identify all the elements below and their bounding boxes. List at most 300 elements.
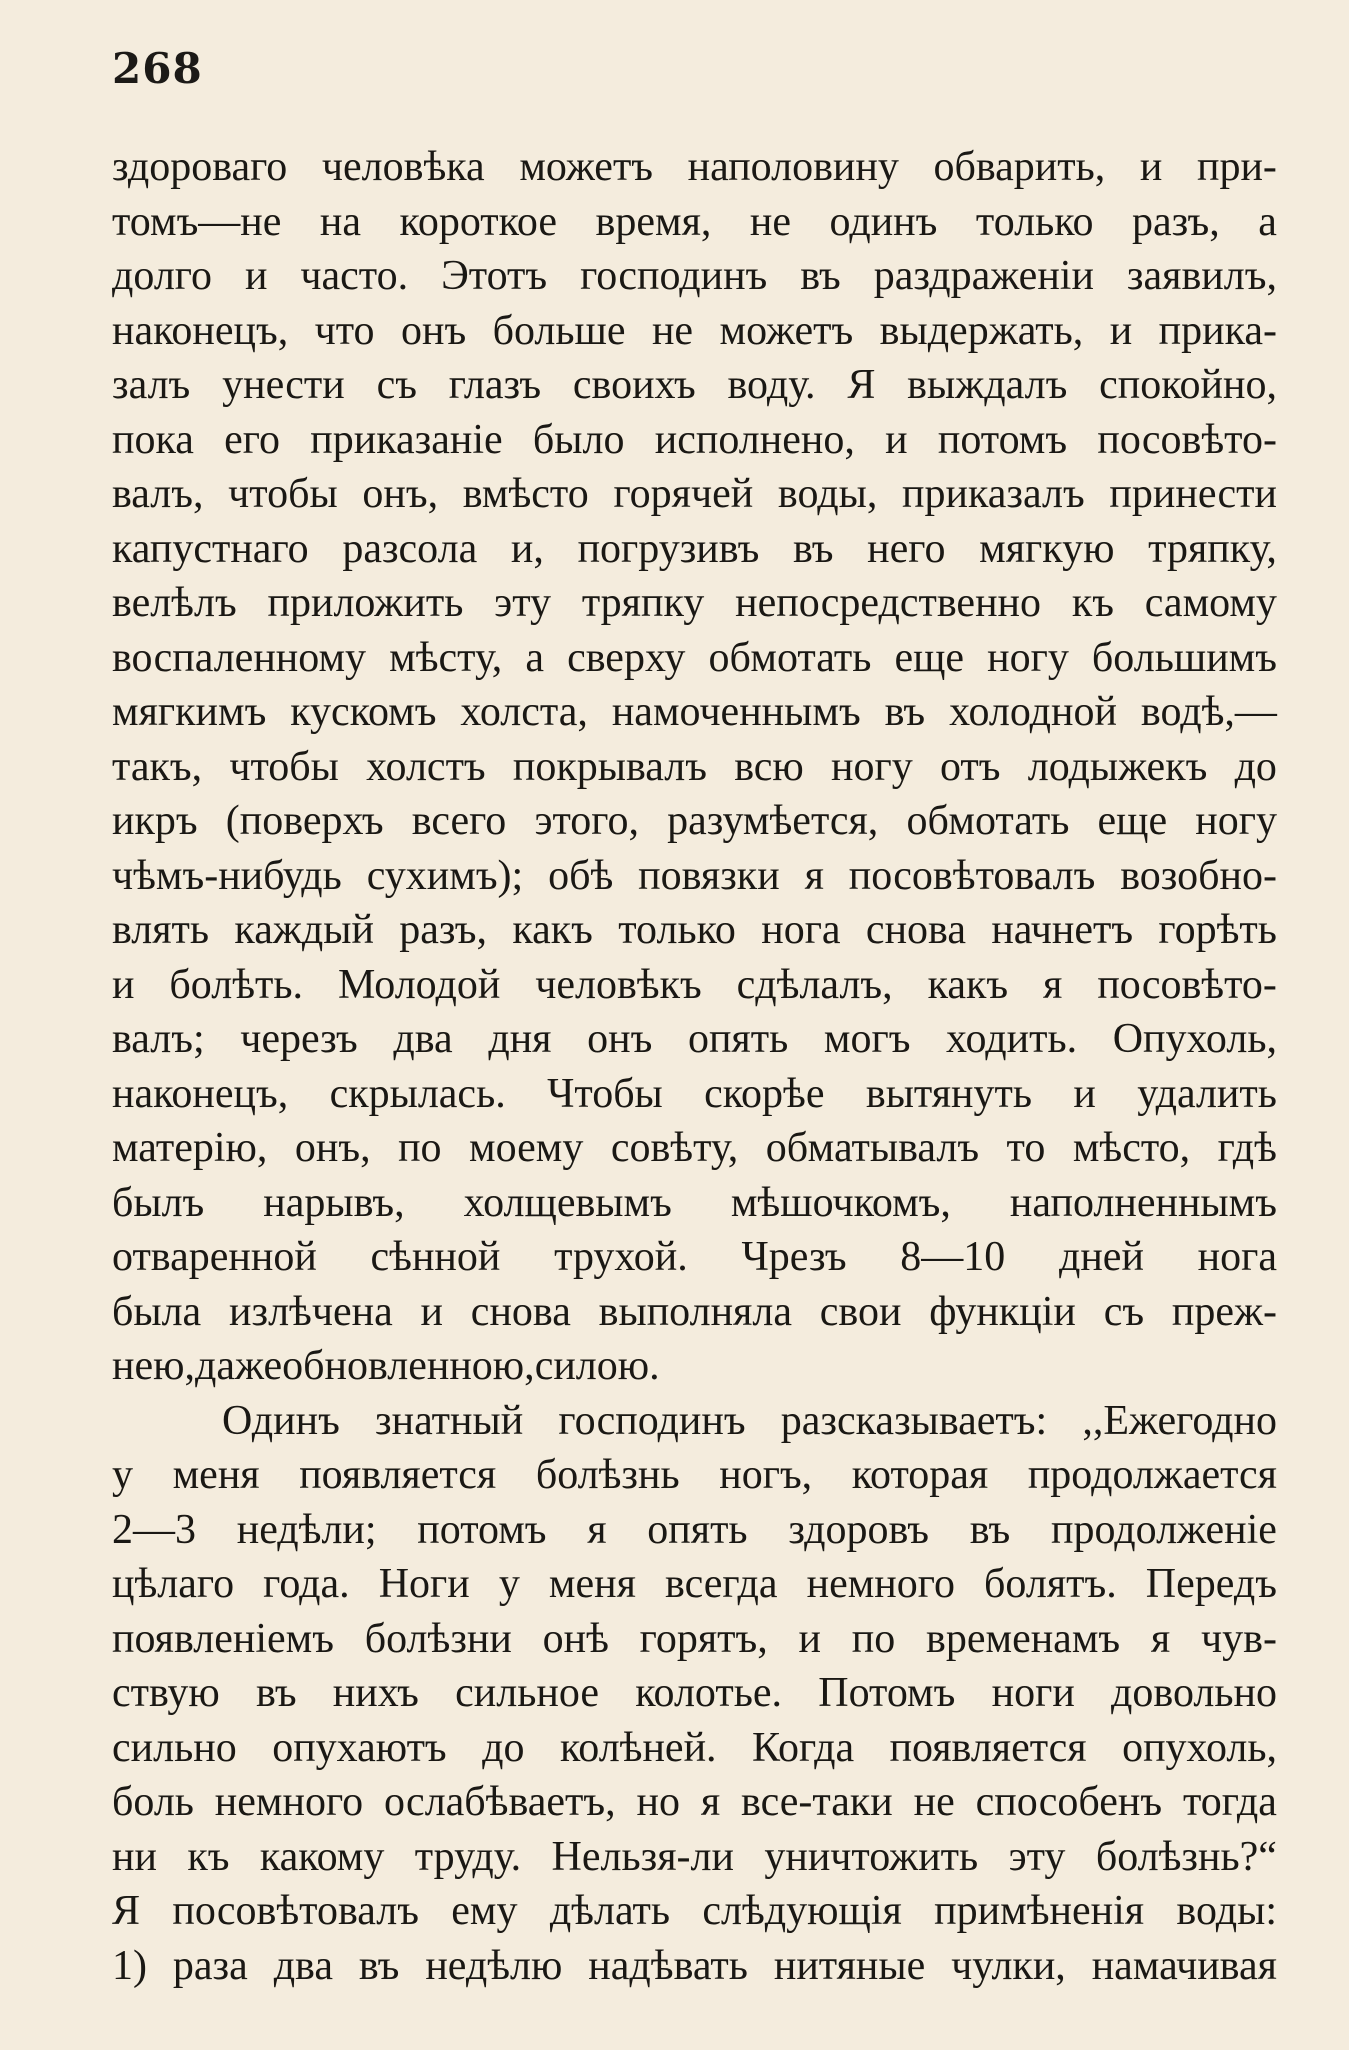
word: 1) (112, 1942, 147, 1989)
word: снова (470, 1288, 571, 1335)
word: опять (647, 1506, 748, 1553)
text-line (112, 1230, 1277, 1285)
word: ногу (831, 743, 913, 790)
word: этого, (534, 798, 639, 844)
text-line (112, 304, 1277, 359)
word: скрылась. (329, 1070, 506, 1117)
word: дня (488, 1016, 552, 1062)
text-line (112, 1830, 1277, 1885)
word: онъ, (362, 471, 439, 517)
word: опухаютъ (272, 1724, 447, 1771)
word: какому (259, 1833, 385, 1880)
word: сухимъ); (366, 852, 524, 899)
word: больше (492, 307, 626, 354)
word: холщевымъ (463, 1179, 672, 1226)
word: спокойно, (1099, 362, 1277, 408)
text-line (112, 1775, 1277, 1830)
word: силою. (534, 1343, 660, 1389)
word: намоченнымъ (611, 689, 861, 735)
word: Этотъ (441, 253, 548, 299)
word: икръ (112, 798, 198, 844)
word: эту (1008, 1833, 1066, 1880)
word: обварить, (933, 144, 1106, 190)
word: труду. (414, 1833, 522, 1880)
word: горѣть (1158, 907, 1277, 953)
text-line (112, 522, 1277, 577)
word: нарывъ, (263, 1179, 405, 1226)
word: воды: (1176, 1888, 1277, 1934)
word: еще (894, 634, 965, 681)
word: цѣлаго (112, 1561, 235, 1607)
word: всего (411, 798, 507, 844)
word: всегда (665, 1561, 778, 1607)
word: пока (112, 416, 194, 463)
word: господинъ (558, 1397, 746, 1444)
word: тряпку, (1148, 525, 1277, 572)
text-line (112, 1285, 1277, 1340)
word: мѣшочкомъ, (730, 1179, 951, 1226)
word: 2—3 (112, 1506, 196, 1553)
word: снова (865, 907, 966, 953)
word: валъ, (112, 471, 204, 517)
word: способенъ (975, 1779, 1163, 1825)
word: дѣлать (549, 1888, 671, 1934)
text-line (112, 958, 1277, 1013)
word: была (112, 1288, 202, 1335)
word: я (700, 1779, 721, 1825)
word: глазъ (448, 362, 542, 408)
word: только (618, 907, 736, 953)
word: я (804, 852, 824, 899)
word: него (867, 525, 946, 572)
word: появляется (889, 1724, 1087, 1771)
word: болятъ. (984, 1561, 1117, 1607)
word: немного (806, 1561, 955, 1607)
word: такъ, (112, 743, 203, 790)
word: слѣдующія (702, 1888, 902, 1934)
text-line (112, 685, 1277, 740)
word: и (420, 1288, 443, 1335)
word: мѣсту, (389, 634, 503, 681)
word: обмотать (906, 798, 1070, 844)
word: и (1139, 144, 1163, 190)
word: разъ, (1132, 198, 1220, 245)
word: онъ (400, 307, 467, 354)
word: не (651, 307, 694, 354)
word: меня (548, 1561, 636, 1607)
word: появленіемъ (112, 1615, 334, 1662)
word: матерію, (112, 1125, 268, 1171)
word: мягкую (979, 525, 1115, 572)
word: при- (1196, 144, 1277, 190)
text-line (112, 1121, 1277, 1176)
word: здороваго (112, 144, 288, 190)
word: могъ (823, 1016, 911, 1062)
word: выдержать, (879, 307, 1084, 354)
word: какъ (512, 907, 593, 953)
word: продолжается (1027, 1452, 1277, 1498)
word: сильное (455, 1670, 599, 1716)
word: Потомъ (818, 1670, 956, 1716)
word: появляется (299, 1452, 497, 1498)
word: два (273, 1942, 333, 1989)
word: вмѣсто (462, 471, 589, 517)
word: только (975, 198, 1094, 245)
word: заявилъ, (1126, 253, 1277, 299)
word: знатный (375, 1397, 524, 1444)
word: посовѣто- (1097, 961, 1277, 1008)
text-line (112, 740, 1277, 795)
word: Молодой (337, 961, 501, 1008)
word: долго (112, 253, 212, 299)
word: и, (510, 525, 544, 572)
word: одинъ (829, 198, 938, 245)
word: потомъ (937, 416, 1068, 463)
word: обматывалъ (765, 1125, 980, 1171)
text-line (112, 467, 1277, 522)
word: но (636, 1779, 680, 1825)
word: Одинъ (222, 1397, 340, 1444)
word: въ (800, 253, 841, 299)
word: короткое (399, 198, 558, 245)
word: сѣнной (370, 1234, 501, 1280)
word: трухой. (554, 1234, 688, 1280)
text-line (112, 1612, 1277, 1667)
word: человѣкъ (535, 961, 702, 1008)
word: временамъ (926, 1615, 1121, 1662)
word: часто. (300, 253, 409, 299)
word: нитяные (773, 1942, 926, 1989)
word: въ (792, 525, 834, 572)
word: былъ (112, 1179, 205, 1226)
text-line (112, 1721, 1277, 1776)
text-line (112, 1012, 1277, 1067)
word: принести (1109, 471, 1277, 517)
word: и (112, 961, 135, 1008)
text-line (112, 195, 1277, 250)
word: что (314, 307, 375, 354)
word: своихъ (572, 362, 696, 408)
word: колотье. (635, 1670, 783, 1716)
word: свои (819, 1288, 902, 1335)
word: горячей (613, 471, 754, 517)
word: то (1006, 1125, 1046, 1171)
word: два (393, 1016, 453, 1062)
word: обмотать (708, 634, 872, 681)
word: какъ (927, 961, 1009, 1008)
word: до (482, 1724, 525, 1771)
word: выполняла (598, 1288, 792, 1335)
word: каждый (234, 907, 374, 953)
word: я (1043, 961, 1063, 1008)
word: начнетъ (991, 907, 1134, 953)
word: которая (851, 1452, 989, 1498)
text-line (112, 413, 1277, 468)
word: тряпку (581, 580, 705, 626)
word: черезъ (240, 1016, 358, 1062)
word: болѣзнь (535, 1452, 680, 1498)
word: ,,Ежегодно (1082, 1397, 1277, 1444)
word: все-таки (741, 1779, 893, 1825)
text-line (112, 1067, 1277, 1122)
word: не (913, 1779, 955, 1825)
word: излѣчена (229, 1288, 393, 1335)
word: моему (469, 1125, 584, 1171)
word: чтобы (229, 743, 339, 790)
word: гдѣ (1217, 1125, 1277, 1171)
word: я (1150, 1615, 1171, 1662)
word: сильно (112, 1724, 237, 1771)
word: Чрезъ (741, 1234, 847, 1280)
word: сверху (567, 634, 686, 681)
word: наконецъ, (112, 307, 289, 354)
word: продолженіе (1050, 1506, 1277, 1553)
word: отваренной (112, 1234, 317, 1280)
word: его (224, 416, 280, 463)
word: Я (112, 1888, 141, 1934)
word: посовѣто- (1097, 416, 1277, 463)
word: воспаленному (112, 634, 367, 681)
word: по (851, 1615, 896, 1662)
page-number: 268 (112, 44, 203, 93)
word: опухоль, (1122, 1724, 1277, 1771)
word: выждалъ (907, 362, 1068, 408)
word: дней (1058, 1234, 1144, 1280)
word: онъ (587, 1016, 653, 1062)
word: и (798, 1615, 821, 1662)
body-text (112, 140, 1277, 1993)
word: посовѣтовалъ (172, 1888, 419, 1934)
word: совѣту, (610, 1125, 739, 1171)
word: даже (195, 1343, 283, 1389)
word: нога (761, 907, 841, 953)
word: наконецъ, (112, 1070, 289, 1117)
word: Я (847, 362, 876, 408)
word: разсола (342, 525, 478, 572)
word: къ (1071, 580, 1114, 626)
word: боль (112, 1779, 194, 1825)
word: Ноги (378, 1561, 470, 1607)
word: ходить. (946, 1016, 1078, 1062)
word: можетъ (719, 307, 854, 354)
word: немного (214, 1779, 364, 1825)
word: разъ, (399, 907, 487, 953)
text-line (112, 249, 1277, 304)
text-line (112, 849, 1277, 904)
word: всю (734, 743, 804, 790)
word: чулки, (951, 1942, 1066, 1989)
word: къ (187, 1833, 230, 1880)
word: водѣ,— (1140, 689, 1277, 735)
word: холстъ (366, 743, 486, 790)
word: нею, (112, 1343, 195, 1389)
word: покрывалъ (512, 743, 707, 790)
text-line (112, 140, 1277, 195)
word: эту (494, 580, 551, 626)
word: возобно- (1120, 852, 1277, 899)
word: недѣлю (425, 1942, 563, 1989)
word: у (498, 1561, 520, 1607)
word: здоровъ (788, 1506, 930, 1553)
word: можетъ (519, 144, 654, 190)
word: томъ—не (112, 198, 282, 245)
word: скорѣе (704, 1070, 825, 1117)
text-line (112, 1503, 1277, 1558)
word: намачивая (1091, 1942, 1277, 1989)
word: прика- (1158, 307, 1277, 354)
word: меня (172, 1452, 260, 1498)
word: въ (256, 1670, 297, 1716)
word: непосредственно (735, 580, 1042, 626)
word: унести (222, 362, 345, 408)
word: и (1073, 1070, 1096, 1117)
word: обѣ (548, 852, 614, 899)
word: погрузивъ (577, 525, 760, 572)
word: воды, (777, 471, 878, 517)
word: а (1258, 198, 1277, 245)
word: въ (358, 1942, 400, 1989)
text-line (112, 1176, 1277, 1231)
word: довольно (1111, 1670, 1277, 1716)
word: съ (376, 362, 417, 408)
word: холста, (460, 689, 588, 735)
word: горятъ, (639, 1615, 768, 1662)
word: съ (1103, 1288, 1145, 1335)
word: преж- (1171, 1288, 1277, 1335)
word: уничтожить (764, 1833, 979, 1880)
word: ствую (112, 1670, 220, 1716)
word: болѣть. (169, 961, 304, 1008)
word: валъ; (112, 1016, 205, 1062)
word: по (398, 1125, 442, 1171)
word: чув- (1200, 1615, 1277, 1662)
word: ему (451, 1888, 518, 1934)
word: ноги (991, 1670, 1075, 1716)
word: болѣзни (364, 1615, 512, 1662)
word: вытянуть (865, 1070, 1033, 1117)
word: посовѣтовалъ (848, 852, 1096, 899)
text-line (112, 1339, 1277, 1394)
word: и (1109, 307, 1133, 354)
word: самому (1144, 580, 1277, 626)
word: кускомъ (290, 689, 437, 735)
word: не (749, 198, 792, 245)
word: на (319, 198, 362, 245)
word: болѣзнь?“ (1095, 1833, 1277, 1880)
word: ногу (987, 634, 1069, 681)
word: а (525, 634, 544, 681)
word: воду. (727, 362, 816, 408)
word: потомъ (417, 1506, 547, 1553)
text-line (112, 1557, 1277, 1612)
word: залъ (112, 362, 191, 408)
text-line (112, 631, 1277, 686)
word: лодыжекъ (1027, 743, 1208, 790)
word: приказаніе (310, 416, 503, 463)
word: тогда (1182, 1779, 1277, 1825)
word: капустнаго (112, 525, 309, 572)
word: господинъ (580, 253, 768, 299)
word: раза (172, 1942, 248, 1989)
word: колѣней. (559, 1724, 717, 1771)
text-line (112, 1448, 1277, 1503)
word: я (587, 1506, 607, 1553)
word: года. (263, 1561, 350, 1607)
word: чѣмъ-нибудь (112, 852, 342, 899)
word: Когда (752, 1724, 855, 1771)
word: Опухоль, (1112, 1016, 1277, 1062)
word: онъ, (294, 1125, 371, 1171)
word: наполовину (687, 144, 899, 190)
word: повязки (638, 852, 780, 899)
word: у (112, 1452, 133, 1498)
word: было (532, 416, 625, 463)
word: въ (969, 1506, 1011, 1553)
word: холодной (949, 689, 1117, 735)
word: ослабѣваетъ, (384, 1779, 616, 1825)
text-line (112, 1939, 1277, 1994)
word: разумѣется, (667, 798, 879, 844)
word: недѣли; (236, 1506, 377, 1553)
word: ногъ, (719, 1452, 813, 1498)
word: влять (112, 907, 210, 953)
word: Чтобы (547, 1070, 663, 1117)
word: отъ (939, 743, 1001, 790)
word: время, (595, 198, 712, 245)
word: опять (687, 1016, 789, 1062)
word: удалить (1137, 1070, 1277, 1117)
word: надѣвать (588, 1942, 748, 1989)
word: ни (112, 1833, 157, 1880)
word: (поверхъ (225, 798, 384, 844)
text-line (112, 1884, 1277, 1939)
text-line (112, 1394, 1277, 1449)
word: до (1234, 743, 1277, 790)
word: ногу (1195, 798, 1277, 844)
word: и (885, 416, 908, 463)
word: велѣлъ (112, 580, 237, 626)
word: исполнено, (654, 416, 855, 463)
text-line (112, 1666, 1277, 1721)
word: нога (1197, 1234, 1277, 1280)
word: примѣненія (934, 1888, 1145, 1934)
word: мѣсто, (1072, 1125, 1191, 1171)
word: наполненнымъ (1009, 1179, 1277, 1226)
word: обновленною, (282, 1343, 535, 1389)
text-line (112, 358, 1277, 413)
word: большимъ (1091, 634, 1277, 681)
word: приложить (267, 580, 464, 626)
text-line (112, 576, 1277, 631)
word: Передъ (1145, 1561, 1277, 1607)
word: человѣка (321, 144, 485, 190)
word: и (244, 253, 268, 299)
word: въ (884, 689, 926, 735)
word: чтобы (228, 471, 338, 517)
word: нихъ (332, 1670, 419, 1716)
word: функціи (929, 1288, 1076, 1335)
word: 8—10 (900, 1234, 1006, 1280)
word: приказалъ (902, 471, 1085, 517)
word: сдѣлалъ, (736, 961, 893, 1008)
word: Нельзя-ли (551, 1833, 734, 1880)
word: онѣ (542, 1615, 609, 1662)
text-line (112, 794, 1277, 849)
word: раздраженіи (873, 253, 1094, 299)
word: еще (1097, 798, 1168, 844)
word: мягкимъ (112, 689, 267, 735)
text-line (112, 903, 1277, 958)
